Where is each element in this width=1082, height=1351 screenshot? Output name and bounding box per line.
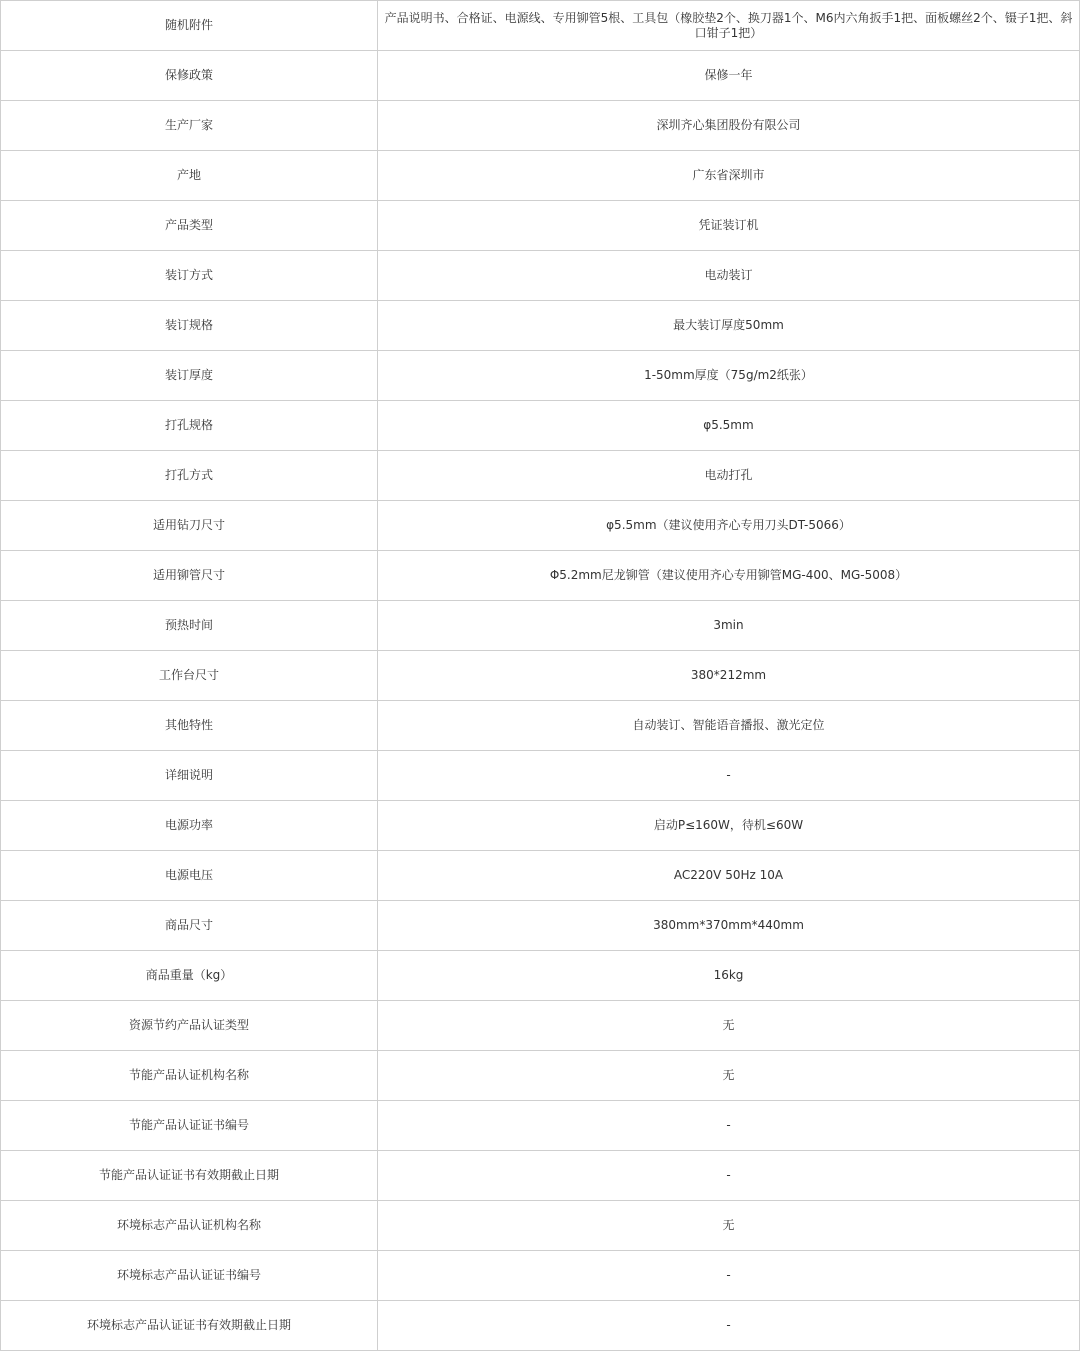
table-row <box>1 351 1080 401</box>
table-row <box>1 51 1080 101</box>
table-row <box>1 1101 1080 1151</box>
spec-label: 环境标志产品认证证书编号 <box>1 1251 378 1301</box>
spec-value: 自动装订、智能语音播报、激光定位 <box>378 701 1080 751</box>
spec-label: 装订厚度 <box>1 351 378 401</box>
spec-value: 无 <box>378 1001 1080 1051</box>
spec-value: 380*212mm <box>378 651 1080 701</box>
table-row <box>1 1251 1080 1301</box>
spec-value: 凭证装订机 <box>378 201 1080 251</box>
spec-label: 打孔方式 <box>1 451 378 501</box>
spec-label: 节能产品认证证书编号 <box>1 1101 378 1151</box>
spec-value: 保修一年 <box>378 51 1080 101</box>
table-row <box>1 401 1080 451</box>
spec-value: - <box>378 1151 1080 1201</box>
spec-value: - <box>378 1101 1080 1151</box>
spec-value: 电动打孔 <box>378 451 1080 501</box>
table-row <box>1 551 1080 601</box>
spec-value: 3min <box>378 601 1080 651</box>
table-row <box>1 251 1080 301</box>
spec-label: 环境标志产品认证机构名称 <box>1 1201 378 1251</box>
table-row <box>1 1151 1080 1201</box>
spec-label: 打孔规格 <box>1 401 378 451</box>
spec-value: 产品说明书、合格证、电源线、专用铆管5根、工具包（橡胶垫2个、换刀器1个、M6内六角扳手1把、面板螺丝2个、镊子1把、斜口钳子1把） <box>378 1 1080 51</box>
table-row <box>1 1201 1080 1251</box>
table-row <box>1 201 1080 251</box>
table-row <box>1 1051 1080 1101</box>
spec-value: 深圳齐心集团股份有限公司 <box>378 101 1080 151</box>
spec-value: 最大装订厚度50mm <box>378 301 1080 351</box>
table-row <box>1 951 1080 1001</box>
spec-value: 16kg <box>378 951 1080 1001</box>
spec-label: 预热时间 <box>1 601 378 651</box>
spec-value: - <box>378 1251 1080 1301</box>
spec-label: 工作台尺寸 <box>1 651 378 701</box>
spec-value: 380mm*370mm*440mm <box>378 901 1080 951</box>
table-row <box>1 651 1080 701</box>
spec-label: 节能产品认证证书有效期截止日期 <box>1 1151 378 1201</box>
spec-value: - <box>378 1301 1080 1351</box>
spec-value: Φ5.2mm尼龙铆管（建议使用齐心专用铆管MG-400、MG-5008） <box>378 551 1080 601</box>
table-row <box>1 101 1080 151</box>
spec-value: AC220V 50Hz 10A <box>378 851 1080 901</box>
spec-label: 环境标志产品认证证书有效期截止日期 <box>1 1301 378 1351</box>
spec-label: 节能产品认证机构名称 <box>1 1051 378 1101</box>
spec-label: 电源电压 <box>1 851 378 901</box>
spec-label: 商品重量（kg） <box>1 951 378 1001</box>
spec-label: 其他特性 <box>1 701 378 751</box>
spec-label: 电源功率 <box>1 801 378 851</box>
spec-value: 广东省深圳市 <box>378 151 1080 201</box>
spec-label: 商品尺寸 <box>1 901 378 951</box>
table-row <box>1 301 1080 351</box>
table-row <box>1 801 1080 851</box>
spec-label: 保修政策 <box>1 51 378 101</box>
spec-value: φ5.5mm <box>378 401 1080 451</box>
spec-value: 启动P≤160W，待机≤60W <box>378 801 1080 851</box>
spec-label: 装订方式 <box>1 251 378 301</box>
table-row <box>1 901 1080 951</box>
spec-label: 装订规格 <box>1 301 378 351</box>
table-row <box>1 501 1080 551</box>
table-row <box>1 601 1080 651</box>
spec-label: 资源节约产品认证类型 <box>1 1001 378 1051</box>
spec-label: 详细说明 <box>1 751 378 801</box>
spec-label: 产品类型 <box>1 201 378 251</box>
spec-label: 随机附件 <box>1 1 378 51</box>
spec-value: - <box>378 751 1080 801</box>
table-row <box>1 701 1080 751</box>
spec-label: 生产厂家 <box>1 101 378 151</box>
spec-label: 产地 <box>1 151 378 201</box>
table-row <box>1 1001 1080 1051</box>
spec-label: 适用钻刀尺寸 <box>1 501 378 551</box>
table-row <box>1 451 1080 501</box>
spec-value: 无 <box>378 1051 1080 1101</box>
table-row <box>1 851 1080 901</box>
spec-table-body <box>1 1 1080 1351</box>
table-row <box>1 151 1080 201</box>
table-row <box>1 751 1080 801</box>
table-row <box>1 1301 1080 1351</box>
spec-value: φ5.5mm（建议使用齐心专用刀头DT-5066） <box>378 501 1080 551</box>
spec-label: 适用铆管尺寸 <box>1 551 378 601</box>
spec-value: 1-50mm厚度（75g/m2纸张） <box>378 351 1080 401</box>
spec-value: 无 <box>378 1201 1080 1251</box>
spec-value: 电动装订 <box>378 251 1080 301</box>
table-row <box>1 1 1080 51</box>
